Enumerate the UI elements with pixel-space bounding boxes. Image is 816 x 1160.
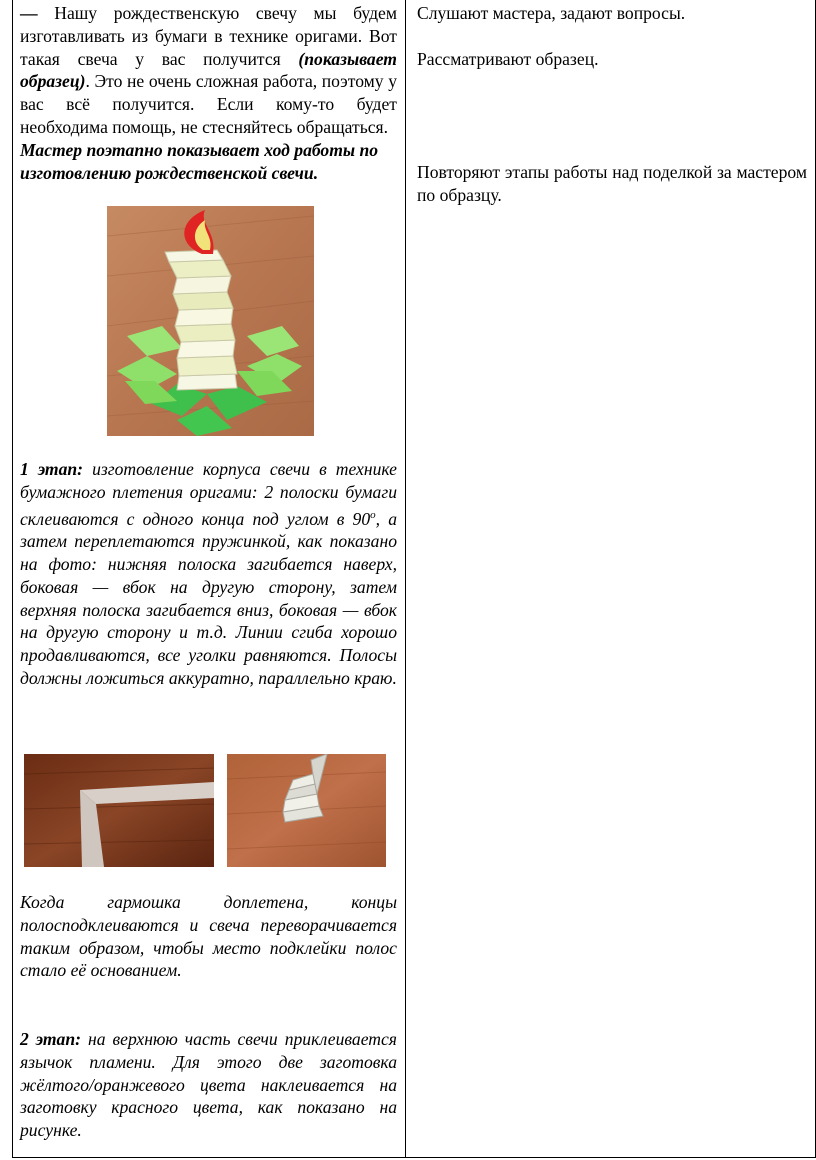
candle-sample-photo <box>107 206 314 436</box>
accordion-fold-image <box>227 754 386 867</box>
students-column <box>417 2 807 70</box>
strips-glued-image <box>24 754 214 867</box>
stage1-block <box>20 458 397 690</box>
intro-text-1: Нашу рождественскую свечу мы будем изготавливать из бумаги в технике оригами. Вот такая свеча у вас получится <box>20 3 397 69</box>
strips-glued-photo <box>24 754 214 867</box>
students-repeat: Повторяют этапы работы над поделкой за мастером по образцу. <box>417 162 807 205</box>
stage1-label: 1 этап: <box>20 459 84 479</box>
stage2-block <box>20 1028 397 1142</box>
stage1-paragraph <box>20 458 397 690</box>
stage1-text-a: изготовление корпуса свечи в технике бумажного плетения оригами: 2 полоски бумаги склеиваются с одного конца под углом в 90 <box>20 459 397 529</box>
candle-sample-image <box>107 206 314 436</box>
stage2-label: 2 этап: <box>20 1029 81 1049</box>
accordion-fold-photo <box>227 754 386 867</box>
students-listen: Слушают мастера, задают вопросы. <box>417 3 686 23</box>
accordion-paragraph: Когда гармошка доплетена, концы полосподклеиваются и свеча переворачивается таким образом, чтобы место подклейки полос стало её основанием. <box>20 892 397 981</box>
master-step-heading: Мастер поэтапно показывает ход работы по изготовлению рождественской свечи. <box>20 139 379 183</box>
degree-sup: о <box>370 508 376 521</box>
intro-paragraph <box>20 2 397 139</box>
stage2-paragraph <box>20 1028 397 1142</box>
stage1-text-b: , а затем переплетаются пружинкой, как показано на фото: нижняя полоска загибается наверх, боковая — вбок на другую сторону, затем верхняя полоска загибается вниз, боковая — вбок на другую сторону и т.д. Линии сгиба хорошо продавливаются, все уголки равняются. Полосы должны ложиться аккуратно, параллельно краю. <box>20 508 397 689</box>
students-look: Рассматривают образец. <box>417 48 599 69</box>
master-column <box>20 2 397 184</box>
accordion-block <box>20 891 397 982</box>
stage2-text: на верхнюю часть свечи приклеивается язычок пламени. Для этого две заготовка жёлтого/оранжевого цвета наклеивается на заготовку красного цвета, как показано на рисунке. <box>20 1029 397 1141</box>
dash: — <box>20 3 38 23</box>
intro-text-2: . Это не очень сложная работа, поэтому у вас всё получится. Если кому-то будет необходима помощь, не стесняйтесь обращаться. <box>20 71 397 137</box>
intro-show-sample: (показывает образец) <box>20 48 397 92</box>
students-repeat-block <box>417 161 807 207</box>
column-divider <box>405 0 406 1158</box>
